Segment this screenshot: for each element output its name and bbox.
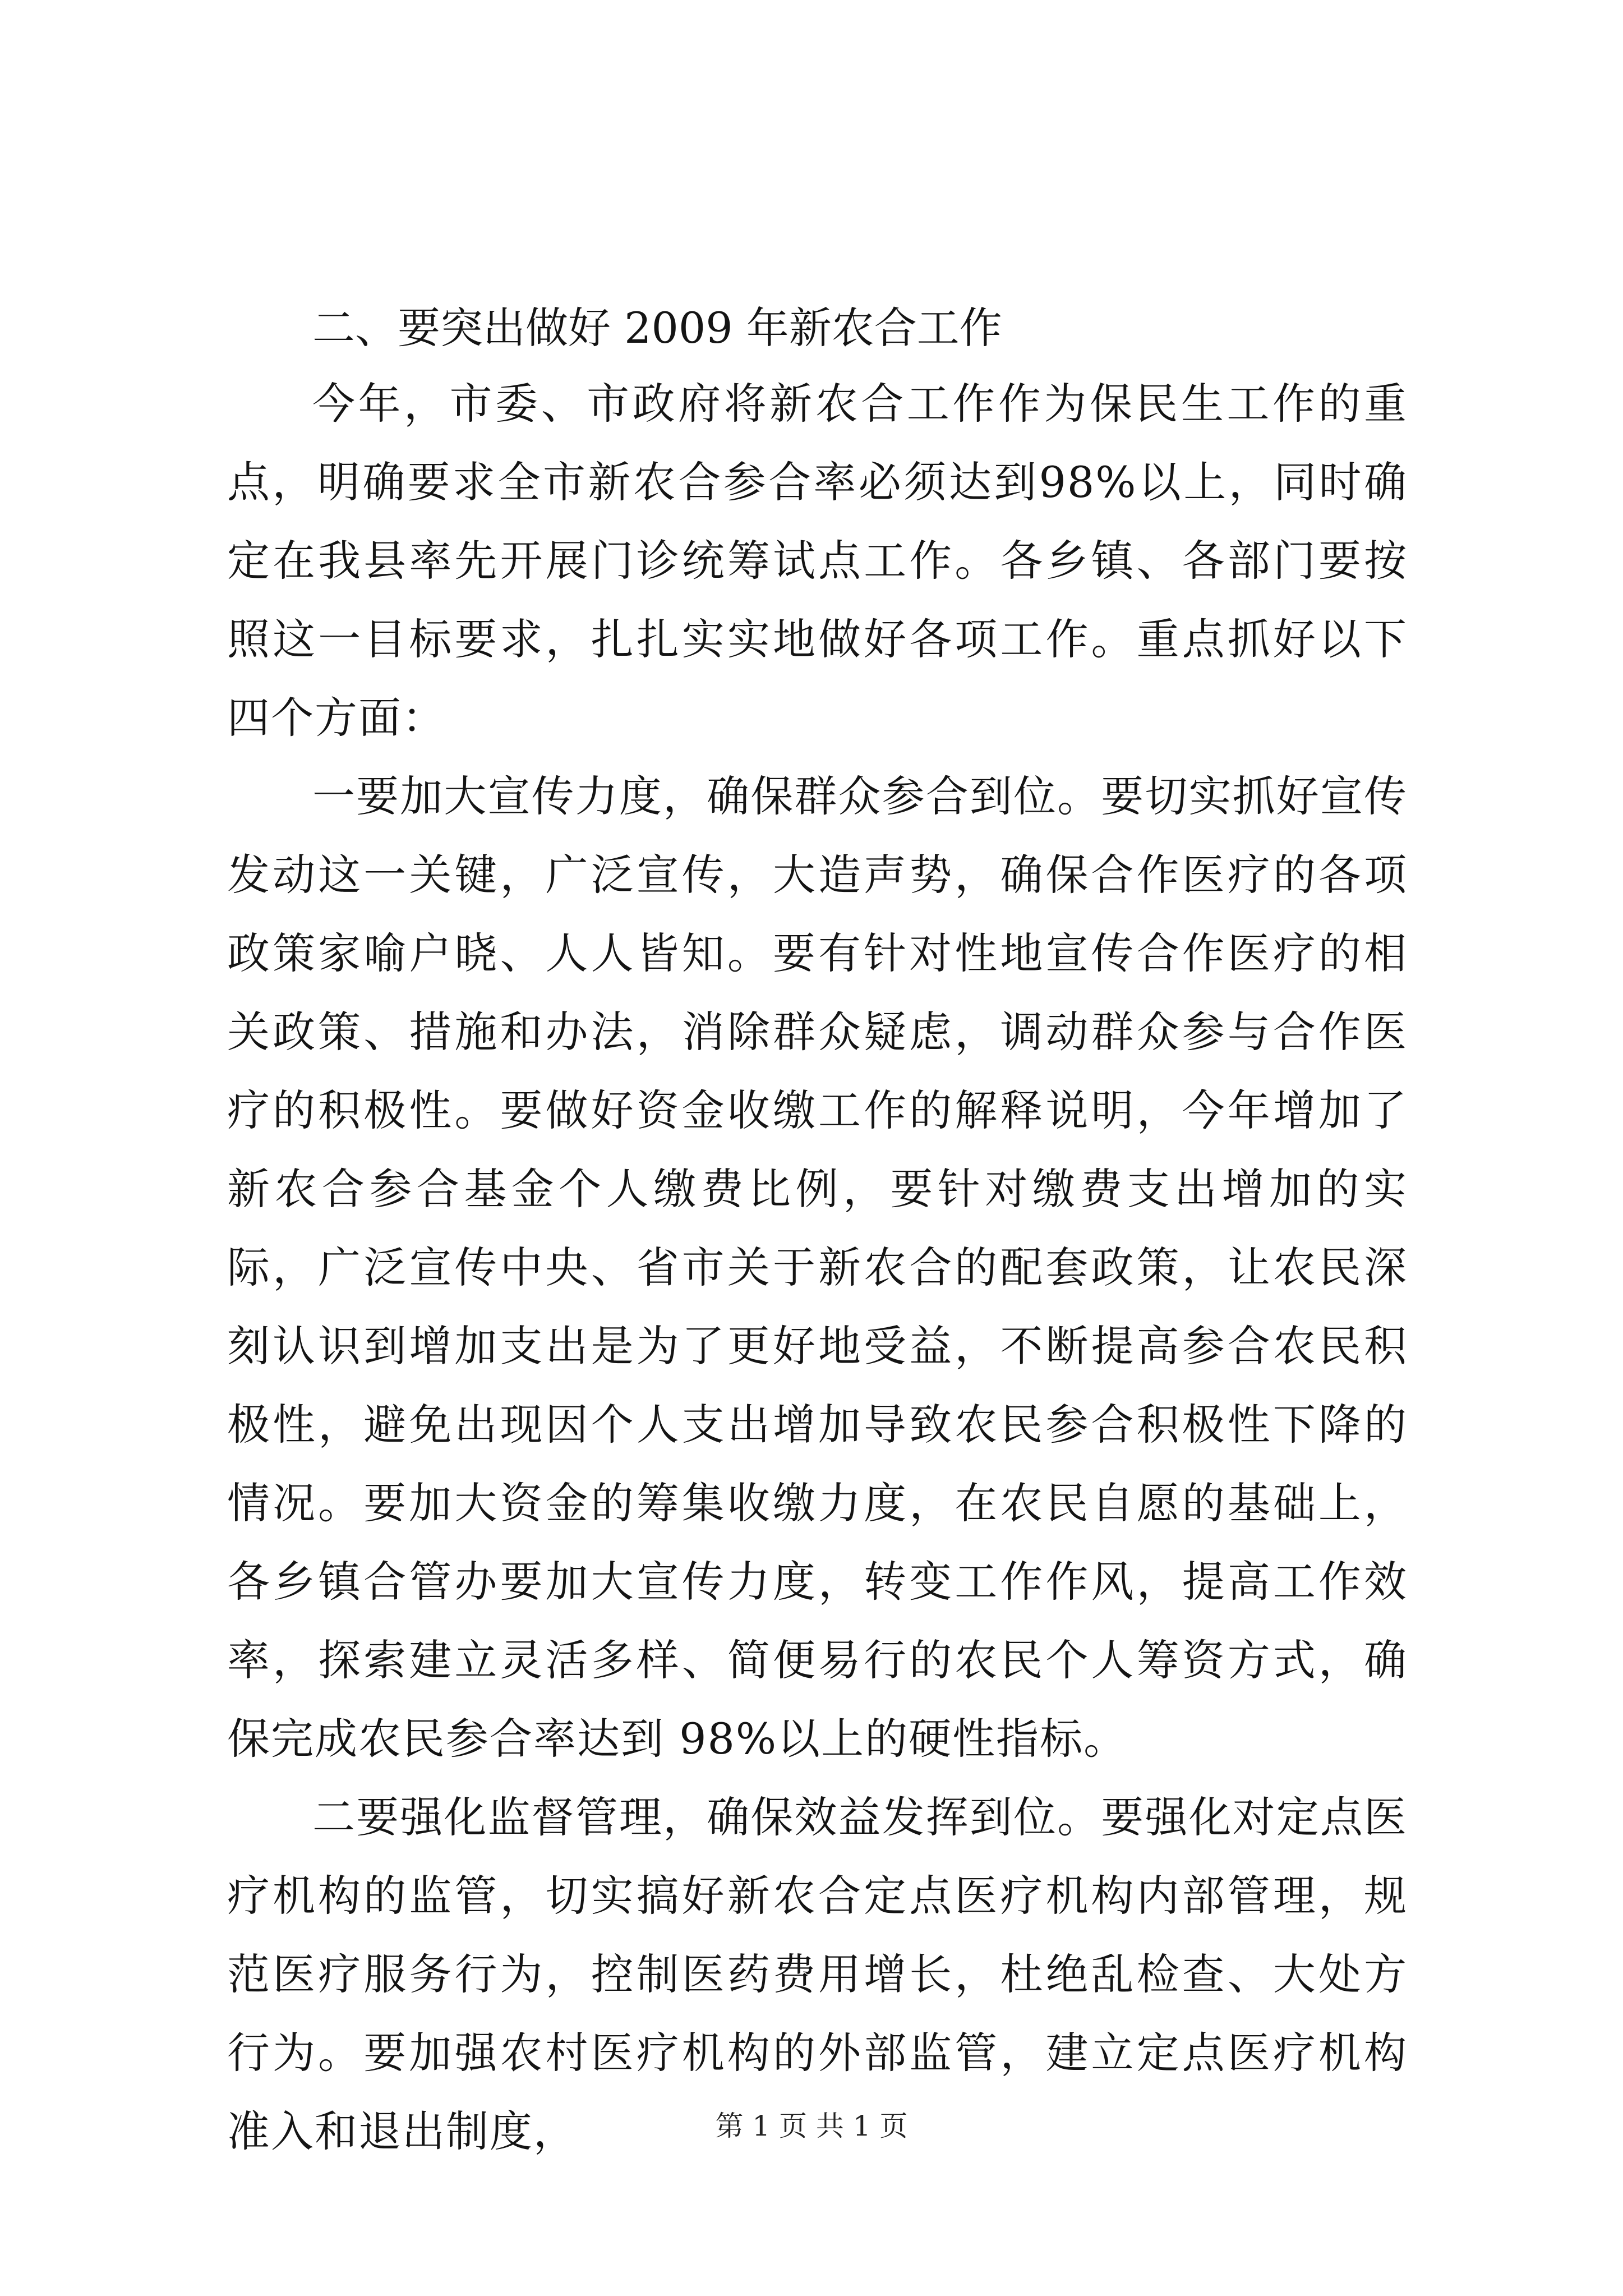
section-heading: 二、要突出做好 2009 年新农合工作 xyxy=(312,303,1002,353)
paragraph-point-one: 一要加大宣传力度，确保群众参合到位。要切实抓好宣传发动这一关键，广泛宣传，大造声势，确保合作医疗的各项政策家喻户晓、人人皆知。要有针对性地宣传合作医疗的相关政策、措施和办法，消除群众疑虑，调动群众参与合作医疗的积极性。要做好资金收缴工作的解释说明，今年增加了新农合参合基金个人缴费比例，要针对缴费支出增加的实际，广泛宣传中央、省市关于新农合的配套政策，让农民深刻认识到增加支出是为了更好地受益，不断提高参合农民积极性，避免出现因个人支出增加导致农民参合积极性下降的情况。要加大资金的筹集收缴力度，在农民自愿的基础上，各乡镇合管办要加大宣传力度，转变工作作风，提高工作效率，探索建立灵活多样、简便易行的农民个人筹资方式，确保完成农民参合率达到 98%以上的硬性指标。 xyxy=(227,771,1408,1764)
document-body xyxy=(227,292,1408,2171)
paragraph-intro: 今年，市委、市政府将新农合工作作为保民生工作的重点，明确要求全市新农合参合率必须达到98%以上，同时确定在我县率先开展门诊统筹试点工作。各乡镇、各部门要按照这一目标要求，扎扎实实地做好各项工作。重点抓好以下四个方面： xyxy=(227,379,1408,743)
page-footer: 第 1 页 共 1 页 xyxy=(715,2110,908,2142)
paragraph-point-two: 二要强化监督管理，确保效益发挥到位。要强化对定点医疗机构的监管，切实搞好新农合定点医疗机构内部管理，规范医疗服务行为，控制医药费用增长，杜绝乱检查、大处方行为。要加强农村医疗机构的外部监管，建立定点医疗机构准入和退出制度， xyxy=(227,1792,1408,2156)
